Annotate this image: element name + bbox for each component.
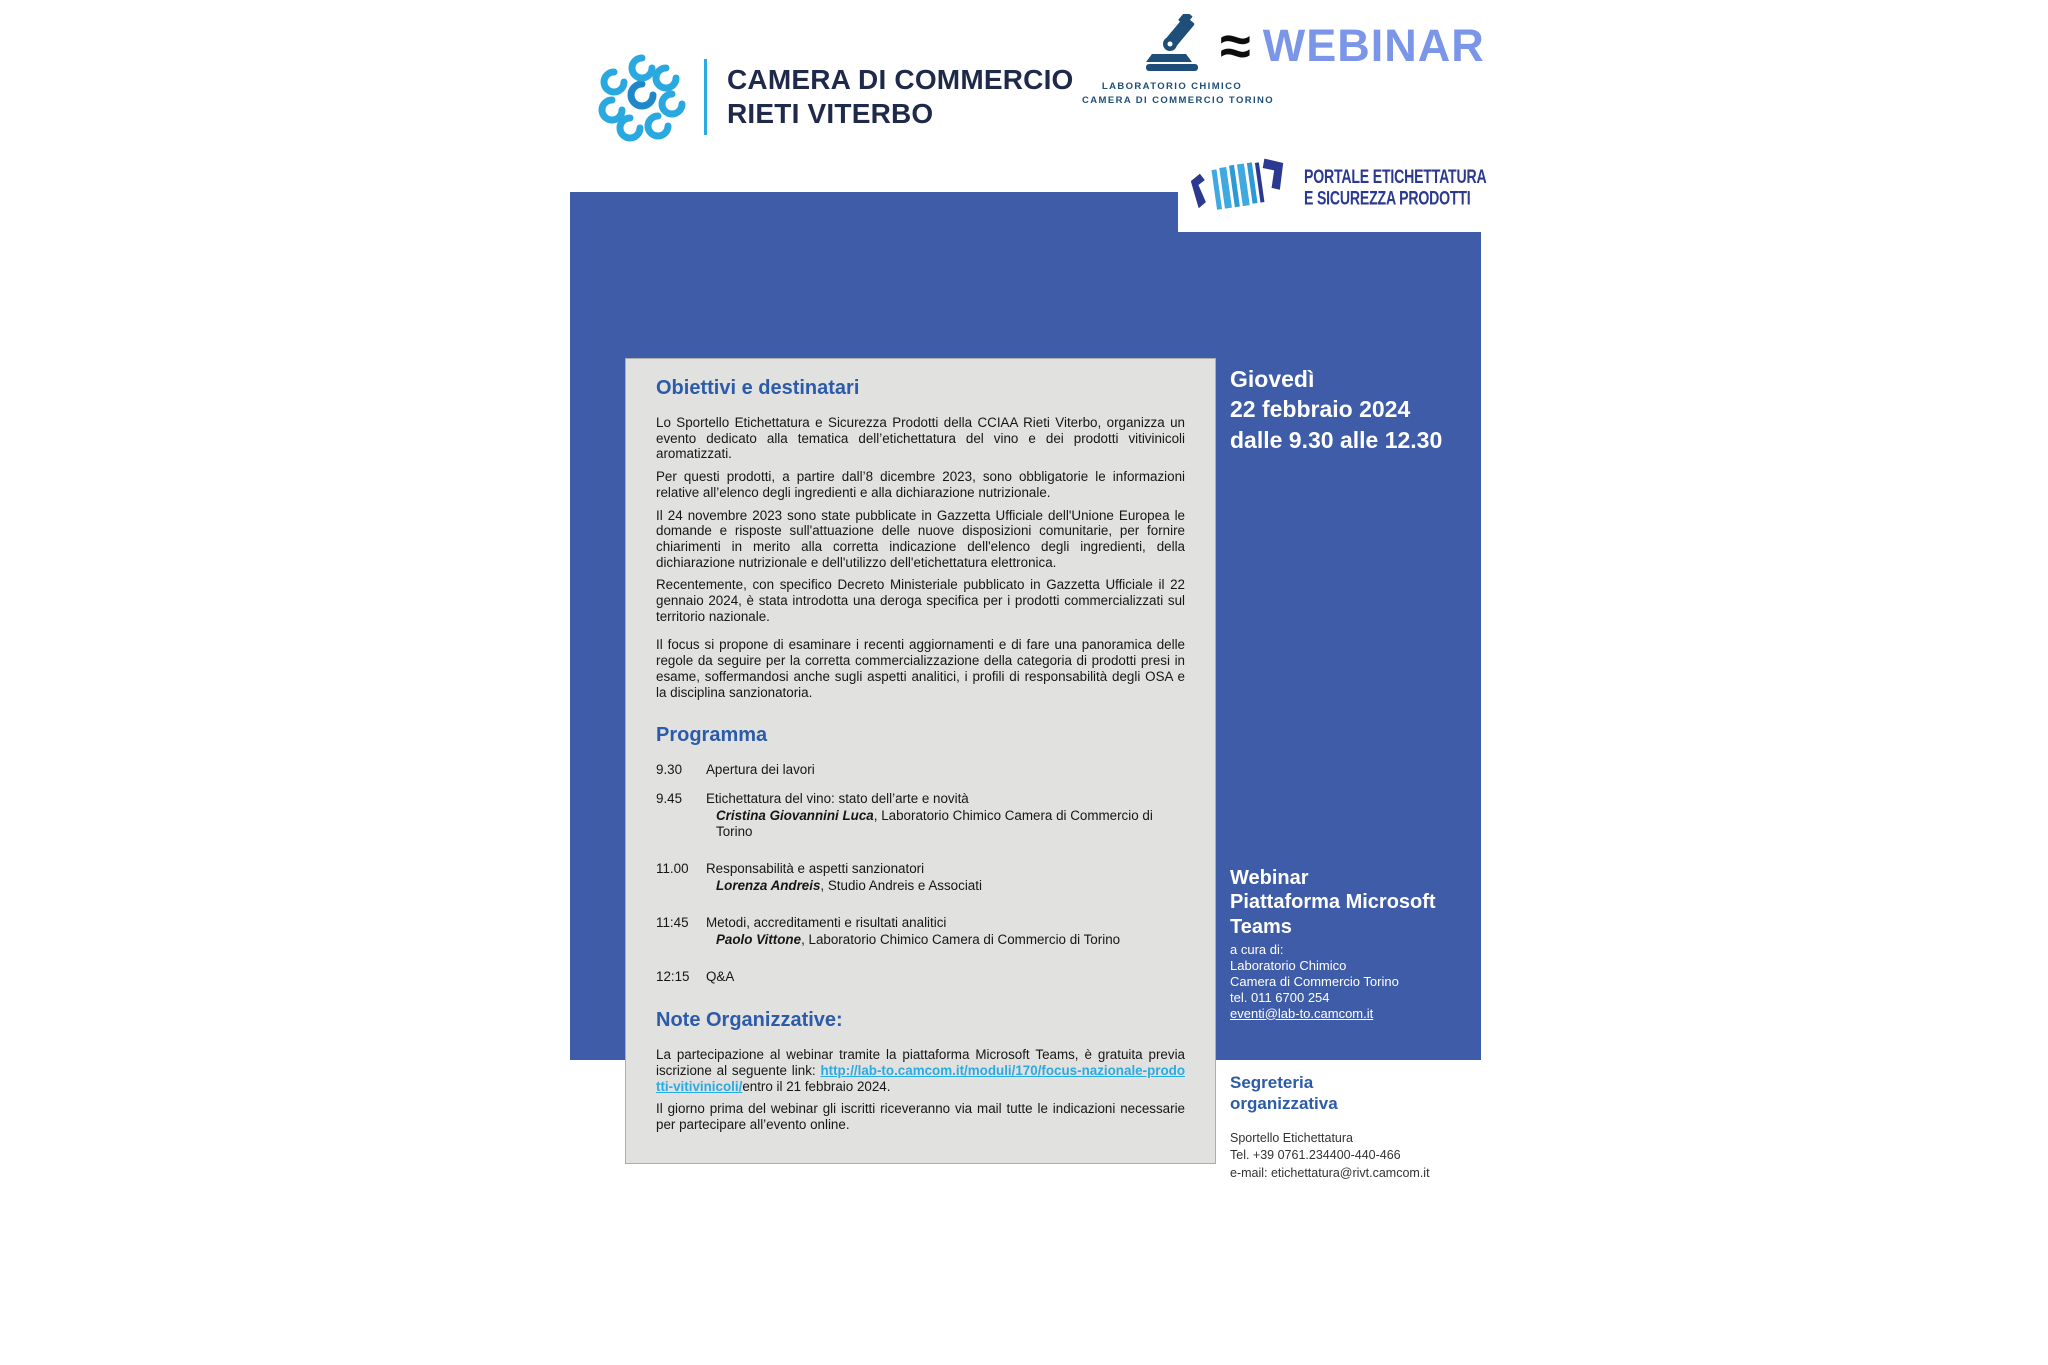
objectives-paragraph: Il 24 novembre 2023 sono state pubblicate in Gazzetta Ufficiale dell'Unione Europea le domande e risposte sull'attuazione delle nuove disposizioni comunitarie, per fornire chiarimenti in merito alla corretta indicazione dell'elenco degli ingredienti, della dichiarazione nutrizionale e dell'utilizzo dell'etichettatura elettronica.: [656, 507, 1185, 570]
program-time: 11:45: [656, 915, 689, 931]
program-text: [706, 861, 982, 894]
program-title: Metodi, accreditamenti e risultati analitici: [706, 915, 947, 931]
objectives-paragraph: Per questi prodotti, a partire dall’8 dicembre 2023, sono obbligatorie le informazioni relative all’elenco degli ingredienti e alla dichiarazione nutrizionale.: [656, 469, 1185, 500]
lab-logo-line2: CAMERA DI COMMERCIO TORINO: [1082, 95, 1275, 107]
speaker-name: Lorenza Andreis: [716, 878, 821, 894]
program-title: Apertura dei lavori: [706, 762, 815, 778]
program-item: [656, 969, 1185, 985]
program-item: [656, 861, 1185, 894]
cdc-logo-text: [727, 63, 1074, 129]
program-title: Etichettatura del vino: stato dell’arte e novità: [706, 791, 969, 807]
platform-line3: Teams: [1230, 915, 1292, 938]
platform-line1: Webinar: [1230, 867, 1309, 889]
notes-paragraph: [656, 1047, 1185, 1094]
program-speaker-line: [716, 878, 982, 894]
segreteria-phone: Tel. +39 0761.234400-440-466: [1230, 1148, 1401, 1162]
event-time: dalle 9.30 alle 12.30: [1230, 426, 1443, 453]
program-title: Q&A: [706, 969, 735, 985]
notes-text-before-link: La partecipazione al webinar tramite la piattaforma Microsoft Teams, è gratuita previa iscrizione al seguente link:: [656, 1047, 1185, 1078]
platform-line2: Piattaforma Microsoft: [1230, 891, 1436, 914]
organizer-name: Laboratorio Chimico: [1230, 958, 1347, 974]
program-time: 12:15: [656, 969, 690, 985]
program-text: [706, 915, 1120, 948]
program-speaker-line: [716, 808, 1185, 840]
webinar-organizer-info: [1230, 942, 1470, 1021]
logo-divider: [704, 59, 707, 135]
portale-etichettatura-logo: [1178, 144, 1487, 232]
segreteria-email: e-mail: etichettatura@rivt.camcom.it: [1230, 1165, 1430, 1180]
event-date: 22 febbraio 2024: [1230, 396, 1411, 423]
cdc-rosette-icon: [596, 46, 688, 147]
program-text: [706, 969, 734, 985]
objectives-heading: Obiettivi e destinatari: [656, 377, 860, 399]
content-card: [625, 358, 1216, 1164]
segreteria-contact-lines: [1230, 1130, 1490, 1183]
notes-heading: Note Organizzative:: [656, 1009, 843, 1032]
portale-line1: PORTALE ETICHETTATURA: [1304, 165, 1487, 188]
program-item: [656, 762, 1185, 778]
program-item: [656, 791, 1185, 840]
webinar-title: WEBINAR: [1262, 20, 1485, 71]
cdc-logo-line2: RIETI VITERBO: [727, 97, 934, 129]
approx-waves-icon: ≈: [1220, 13, 1251, 77]
portale-line2: E SICUREZZA PRODOTTI: [1304, 188, 1471, 210]
cdc-logo-line1: CAMERA DI COMMERCIO: [727, 64, 1074, 96]
webinar-platform-block: [1230, 866, 1470, 1021]
notes-paragraph: Il giorno prima del webinar gli iscritti riceveranno via mail tutte le indicazioni necessarie per partecipare all’evento online.: [656, 1101, 1185, 1133]
organizer-label: a cura di:: [1230, 942, 1284, 958]
objectives-paragraph: Recentemente, con specifico Decreto Ministeriale pubblicato in Gazzetta Ufficiale il 22 gennaio 2024, è stata introdotta una deroga specifica per i prodotti commercializzati sul territorio nazionale.: [656, 577, 1185, 624]
program-time: 9.45: [656, 791, 683, 807]
portale-logo-text: [1304, 166, 1486, 210]
speaker-affiliation: , Laboratorio Chimico Camera di Commercio di Torino: [716, 808, 1153, 840]
notes-text-after-link: entro il 21 febbraio 2024.: [742, 1078, 891, 1094]
segreteria-office: Sportello Etichettatura: [1230, 1130, 1353, 1145]
barcode-icon: [1188, 156, 1296, 221]
segreteria-block: [1230, 1072, 1490, 1182]
objectives-paragraph: Il focus si propone di esaminare i recenti aggiornamenti e di fare una panoramica delle regole da seguire per la corretta commercializzazione della categoria di prodotti presi in esame, soffermandosi anche sugli aspetti analitici, i profili di responsabilità degli OSA e la disciplina sanzionatoria.: [656, 637, 1185, 700]
lab-logo-line1: LABORATORIO CHIMICO: [1101, 81, 1243, 92]
objectives-paragraph: Lo Sportello Etichettatura e Sicurezza Prodotti della CCIAA Rieti Viterbo, organizza un evento dedicato alla tematica dell’etichettatura del vino e dei prodotti vitivinicoli aromatizzati.: [656, 415, 1185, 462]
segreteria-heading: [1230, 1072, 1490, 1115]
program-title: Responsabilità e aspetti sanzionatori: [706, 861, 925, 877]
segreteria-heading-line2: organizzativa: [1230, 1094, 1338, 1114]
registration-link[interactable]: http://lab-to.camcom.it/moduli/170/focus-nazionale-prodotti-vitivinicoli/: [656, 1062, 1185, 1094]
speaker-name: Cristina Giovannini Luca: [716, 808, 874, 824]
organizer-phone: tel. 011 6700 254: [1230, 989, 1330, 1005]
event-day: Giovedì: [1230, 366, 1315, 392]
program-text: [706, 762, 815, 778]
program-time: 11.00: [656, 861, 689, 877]
speaker-name: Paolo Vittone: [716, 932, 802, 948]
organizer-email-link[interactable]: eventi@lab-to.camcom.it: [1230, 1005, 1374, 1021]
segreteria-heading-line1: Segreteria: [1230, 1073, 1314, 1092]
program-speaker-line: [716, 932, 1120, 948]
event-date-block: [1230, 364, 1442, 455]
organizer-org: Camera di Commercio Torino: [1230, 973, 1399, 989]
webinar-platform-title: [1230, 866, 1470, 939]
speaker-affiliation: , Laboratorio Chimico Camera di Commercio di Torino: [801, 932, 1121, 948]
webinar-header: [1220, 13, 1485, 77]
program-time: 9.30: [656, 762, 683, 778]
program-heading: Programma: [656, 724, 768, 747]
program-item: [656, 915, 1185, 948]
program-text: [706, 791, 1185, 840]
speaker-affiliation: , Studio Andreis e Associati: [820, 878, 982, 894]
lab-logo-caption: [1082, 80, 1275, 109]
cdc-rieti-viterbo-logo: [596, 46, 1074, 147]
